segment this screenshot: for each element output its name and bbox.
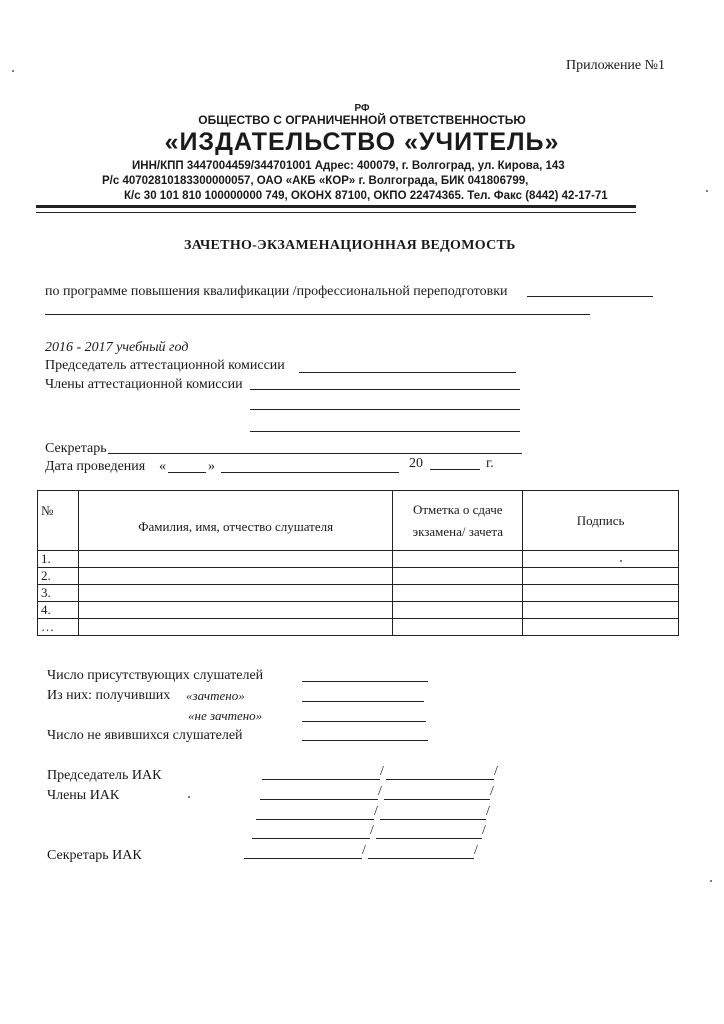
letterhead-rule-thin — [36, 212, 636, 213]
iak-chairman-signature-field[interactable] — [262, 779, 380, 780]
slash-separator: / — [486, 804, 490, 819]
mark-cell[interactable] — [393, 551, 523, 568]
header-full-name: Фамилия, имя, отчество слушателя — [78, 491, 392, 551]
program-field-1[interactable] — [527, 296, 653, 297]
header-line-3: К/с 30 101 810 100000000 749, ОКОНХ 87100, ОКПО 22474365. Тел. Факс (8442) 42-17-71 — [124, 190, 608, 202]
secretary-label: Секретарь — [45, 441, 107, 456]
iak-member-3-name-field[interactable] — [376, 838, 482, 839]
table-row — [38, 585, 679, 602]
scan-speck — [710, 880, 712, 882]
header-mark-line-1: Отметка о сдаче — [412, 501, 503, 517]
country-label: РФ — [354, 103, 370, 114]
program-label: по программе повышения квалификации /профессиональной переподготовки — [45, 284, 508, 299]
chairman-label: Председатель аттестационной комиссии — [45, 358, 285, 373]
mark-cell[interactable] — [393, 619, 523, 636]
present-count-field[interactable] — [302, 681, 428, 682]
mark-cell[interactable] — [393, 568, 523, 585]
mark-cell[interactable] — [393, 585, 523, 602]
passed-label: «зачтено» — [186, 688, 245, 703]
iak-secretary-label: Секретарь ИАК — [47, 848, 142, 863]
document-title: ЗАЧЕТНО-ЭКЗАМЕНАЦИОННАЯ ВЕДОМОСТЬ — [184, 238, 516, 253]
results-table — [37, 490, 679, 636]
header-mark — [393, 491, 523, 551]
member-field-1[interactable] — [250, 389, 520, 390]
absent-count-label: Число не явившихся слушателей — [47, 728, 243, 743]
row-number: 2. — [38, 568, 79, 585]
table-row — [38, 602, 679, 619]
org-type: ОБЩЕСТВО С ОГРАНИЧЕННОЙ ОТВЕТСТВЕННОСТЬЮ — [198, 113, 526, 127]
passed-count-field[interactable] — [302, 701, 424, 702]
date-year-field[interactable] — [430, 469, 480, 470]
absent-count-field[interactable] — [302, 740, 428, 741]
slash-separator: / — [370, 823, 374, 838]
academic-year: 2016 - 2017 учебный год — [45, 340, 189, 355]
iak-member-1-signature-field[interactable] — [260, 799, 378, 800]
iak-member-2-signature-field[interactable] — [256, 819, 374, 820]
member-field-2[interactable] — [250, 409, 520, 410]
table-row — [38, 551, 679, 568]
failed-count-field[interactable] — [302, 721, 426, 722]
signature-cell[interactable] — [523, 602, 679, 619]
signature-cell[interactable] — [523, 568, 679, 585]
table-row — [38, 568, 679, 585]
date-year-prefix: 20 — [409, 456, 423, 471]
date-month-field[interactable] — [221, 472, 399, 473]
date-close-quote: » — [208, 459, 215, 474]
scan-speck — [188, 796, 190, 798]
of-them-label: Из них: получивших — [47, 688, 171, 703]
date-year-suffix: г. — [486, 456, 494, 471]
members-label: Члены аттестационной комиссии — [45, 377, 243, 392]
signature-cell[interactable] — [523, 619, 679, 636]
secretary-field[interactable] — [108, 453, 522, 454]
slash-separator: / — [474, 843, 478, 858]
scan-speck — [620, 560, 622, 562]
present-count-label: Число присутствующих слушателей — [47, 668, 264, 683]
iak-chairman-name-field[interactable] — [386, 779, 494, 780]
slash-separator: / — [490, 784, 494, 799]
iak-chairman-label: Председатель ИАК — [47, 768, 162, 783]
date-day-field[interactable] — [168, 472, 206, 473]
iak-secretary-name-field[interactable] — [368, 858, 474, 859]
signature-cell[interactable] — [523, 551, 679, 568]
row-number: … — [38, 619, 79, 636]
name-cell[interactable] — [78, 602, 392, 619]
scan-speck — [706, 190, 708, 192]
header-line-1: ИНН/КПП 3447004459/344701001 Адрес: 400079, г. Волгоград, ул. Кирова, 143 — [132, 160, 565, 172]
row-number: 4. — [38, 602, 79, 619]
header-mark-line-2: экзамена/ зачета — [412, 523, 504, 539]
failed-label: «не зачтено» — [188, 708, 263, 723]
appendix-label: Приложение №1 — [566, 58, 665, 73]
table-header-row — [38, 491, 679, 551]
slash-separator: / — [362, 843, 366, 858]
header-signature: Подпись — [523, 491, 679, 551]
header-line-2: Р/с 40702810183300000057, ОАО «АКБ «КОР» г. Волгограда, БИК 041806799, — [102, 175, 529, 187]
slash-separator: / — [482, 823, 486, 838]
slash-separator: / — [380, 764, 384, 779]
header-number: № — [38, 491, 79, 551]
table-row — [38, 619, 679, 636]
row-number: 1. — [38, 551, 79, 568]
slash-separator: / — [374, 804, 378, 819]
date-label: Дата проведения — [45, 459, 146, 474]
iak-secretary-signature-field[interactable] — [244, 858, 362, 859]
iak-members-label: Члены ИАК — [47, 788, 120, 803]
signature-cell[interactable] — [523, 585, 679, 602]
slash-separator: / — [378, 784, 382, 799]
iak-member-2-name-field[interactable] — [380, 819, 486, 820]
org-name: «ИЗДАТЕЛЬСТВО «УЧИТЕЛЬ» — [164, 128, 560, 156]
member-field-3[interactable] — [250, 431, 520, 432]
scan-speck — [12, 70, 14, 72]
name-cell[interactable] — [78, 585, 392, 602]
row-number: 3. — [38, 585, 79, 602]
name-cell[interactable] — [78, 619, 392, 636]
iak-member-1-name-field[interactable] — [384, 799, 490, 800]
letterhead-rule-thick — [36, 205, 636, 208]
name-cell[interactable] — [78, 551, 392, 568]
name-cell[interactable] — [78, 568, 392, 585]
chairman-field[interactable] — [299, 372, 516, 373]
mark-cell[interactable] — [393, 602, 523, 619]
slash-separator: / — [494, 764, 498, 779]
program-field-2[interactable] — [45, 314, 590, 315]
iak-member-3-signature-field[interactable] — [252, 838, 370, 839]
date-open-quote: « — [159, 459, 166, 474]
